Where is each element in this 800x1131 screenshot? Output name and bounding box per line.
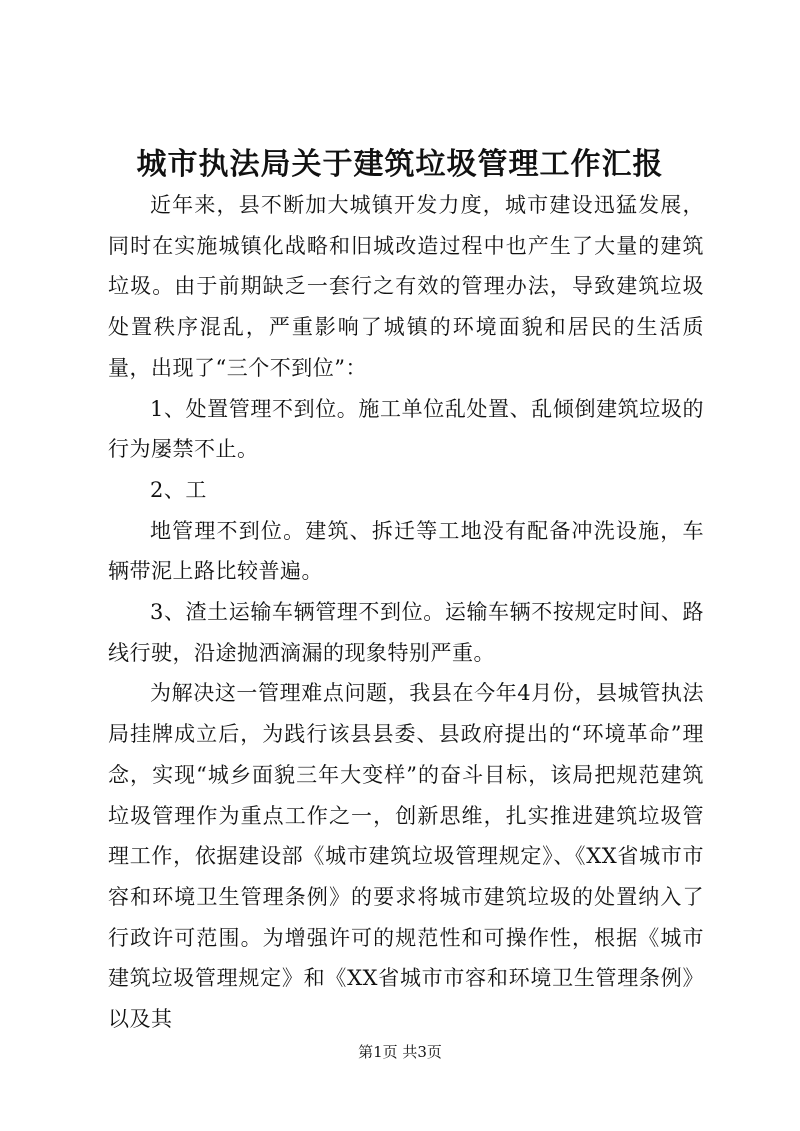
page-footer: 第1页 共3页 [358,1043,442,1061]
paragraph-item-1: 1、处置管理不到位。施工单位乱处置、乱倾倒建筑垃圾的行为屡禁不止。 [108,396,704,462]
document-body [108,185,704,1040]
paragraph-intro: 近年来，县不断加大城镇开发力度，城市建设迅猛发展，同时在实施城镇化战略和旧城改造过程中也产生了大量的建筑垃圾。由于前期缺乏一套行之有效的管理办法，导致建筑垃圾处置秩序混乱，严重影响了城镇的环境面貌和居民的生活质量，出现了“三个不到位”： [108,193,704,380]
paragraph-item-2-continued: 地管理不到位。建筑、拆迁等工地没有配备冲洗设施，车辆带泥上路比较普遍。 [108,518,704,584]
paragraph-solution: 为解决这一管理难点问题，我县在今年4月份，县城管执法局挂牌成立后，为践行该县县委、县政府提出的“环境革命”理念，实现“城乡面貌三年大变样”的奋斗目标，该局把规范建筑垃圾管理作为重点工作之一，创新思维，扎实推进建筑垃圾管理工作，依据建设部《城市建筑垃圾管理规定》、《XX省城市市容和环境卫生管理条例》的要求将城市建筑垃圾的处置纳入了行政许可范围。为增强许可的规范性和可操作性，根据《城市建筑垃圾管理规定》和《XX省城市市容和环境卫生管理条例》以及其 [108,681,704,1032]
document-title: 城市执法局关于建筑垃圾管理工作汇报 [136,147,664,182]
paragraph-item-2-start: 2、工 [150,477,207,502]
paragraph-item-3: 3、渣土运输车辆管理不到位。运输车辆不按规定时间、路线行驶，沿途抛洒滴漏的现象特别严重。 [108,600,704,665]
